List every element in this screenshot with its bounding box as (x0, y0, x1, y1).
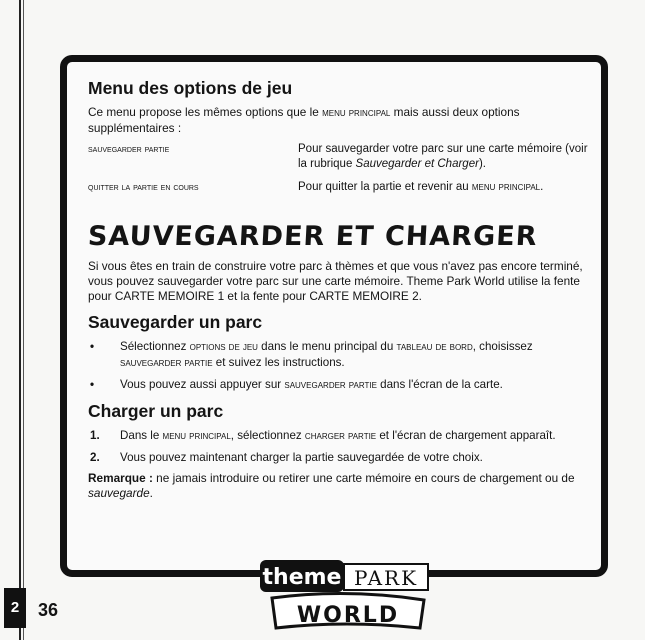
list-item: 1. Dans le menu principal, sélectionnez charger partie et l'écran de chargement apparaît. (90, 429, 556, 442)
binding-rule (19, 0, 21, 640)
svg-text:theme: theme (262, 565, 342, 590)
page-number: 36 (38, 600, 59, 620)
section-title-save-load: SAUVEGARDER ET CHARGER (87, 221, 539, 252)
binding-rule-thin (23, 0, 24, 640)
list-item: • Sélectionnez options de jeu dans le menu principal du tableau de bord, choisissez sauvegarder partie et suivez les instructions. (90, 340, 533, 369)
option-save-name: sauvegarder partie (88, 143, 170, 155)
options-list (88, 142, 588, 195)
list-item: • Vous pouvez aussi appuyer sur sauvegarder partie dans l'écran de la carte. (90, 378, 503, 391)
svg-text:WORLD: WORLD (296, 603, 400, 628)
memory-card-note: Remarque : ne jamais introduire ou retirer une carte mémoire en cours de chargement ou de sauvegarde. (88, 471, 575, 500)
bullet-icon: • (90, 378, 95, 391)
save-load-intro: Si vous êtes en train de construire votre parc à thèmes et que vous n'avez pas encore terminé, vous pouvez sauvegarder votre parc sur une carte mémoire. Theme Park World utilise la fente pour CARTE MEMOIRE 1 et la fente pour CARTE MEMOIRE 2. (88, 259, 583, 303)
svg-text:PARK: PARK (353, 566, 419, 590)
section-heading-options: Menu des options de jeu (88, 78, 293, 98)
option-quit-name: quitter la partie en cours (88, 181, 199, 193)
chapter-tab: 2 (4, 588, 26, 628)
list-item: 2. Vous pouvez maintenant charger la partie sauvegardée de votre choix. (90, 451, 483, 464)
save-instructions (88, 339, 588, 393)
section-heading-save: Sauvegarder un parc (88, 312, 263, 332)
theme-park-world-logo (258, 558, 434, 630)
option-quit-desc: Pour quitter la partie et revenir au menu principal. (298, 181, 544, 193)
page-content (88, 78, 588, 501)
bullet-icon: • (90, 340, 95, 353)
section-heading-load: Charger un parc (88, 401, 224, 421)
option-save-desc: Pour sauvegarder votre parc sur une carte mémoire (voir la rubrique Sauvegarder et Charger). (298, 143, 588, 170)
load-instructions (88, 428, 588, 465)
options-intro: Ce menu propose les mêmes options que le menu principal mais aussi deux options supplémentaires : (88, 105, 520, 135)
